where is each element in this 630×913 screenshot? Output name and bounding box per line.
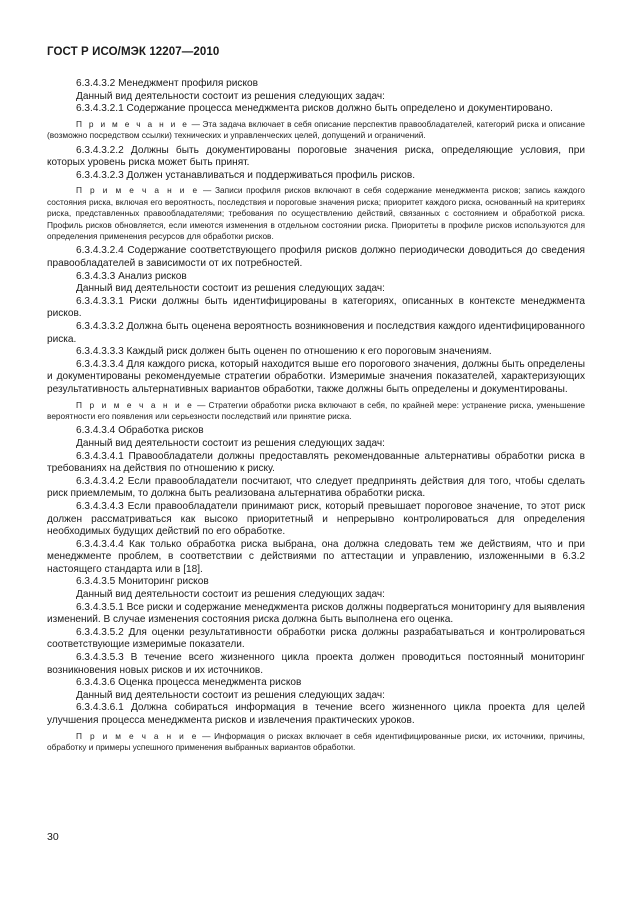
note-label: П р и м е ч а н и е (76, 185, 200, 196)
note-text: — Информация о рисках включает в себя идентифицированные риски, их источники, причины, обработку и примеры успешного применения выбранных вариантов обработки. (47, 730, 585, 752)
document-body (47, 78, 585, 756)
body-paragraph: Данный вид деятельности состоит из решения следующих задач: (76, 589, 385, 601)
body-paragraph: Данный вид деятельности состоит из решения следующих задач: (76, 283, 385, 295)
note-label: П р и м е ч а н и е (76, 399, 194, 410)
body-paragraph: 6.3.4.3.4 Обработка рисков (76, 425, 204, 437)
body-paragraph: 6.3.4.3.5.1 Все риски и содержание менеджмента рисков должны подвергаться мониторингу для выявления изменений. В случае изменения состояния риска должна быть выполнена его оценка. (47, 601, 585, 626)
body-paragraph: Данный вид деятельности состоит из решения следующих задач: (76, 689, 385, 701)
body-paragraph: 6.3.4.3.4.3 Если правообладатели принимают риск, который превышает пороговое значение, то этот риск должен рассматриваться как высоко приоритетный и непрерывно контролироваться для определения необходимых будущих действий по его обработке. (47, 500, 585, 538)
body-paragraph: 6.3.4.3.5.3 В течение всего жизненного цикла проекта должен проводиться постоянный мониторинг возникновения новых рисков и их источников. (47, 652, 585, 676)
body-paragraph: 6.3.4.3.6.1 Должна собираться информация в течение всего жизненного цикла проекта для целей улучшения процесса менеджмента рисков и извлечения практических уроков. (47, 702, 585, 726)
document-header: ГОСТ Р ИСО/МЭК 12207—2010 (47, 46, 220, 58)
note-label: П р и м е ч а н и е (76, 730, 199, 741)
page-number: 30 (47, 831, 59, 843)
note-paragraph (47, 731, 585, 754)
note-label: П р и м е ч а н и е (76, 118, 190, 129)
body-paragraph: 6.3.4.3.4.4 Как только обработка риска выбрана, она должна следовать тем же действиям, что и при менеджменте проблем, в соответствии с действиями по аттестации и управлению, изложенными в 6.3.2 настоящего стандарта или в [18]. (47, 538, 585, 575)
body-paragraph: 6.3.4.3.3.2 Должна быть оценена вероятность возникновения и последствия каждого идентифицированного риска. (47, 320, 585, 345)
body-paragraph: 6.3.4.3.3.4 Для каждого риска, который находится выше его порогового значения, должны быть определены и документированы рекомендуемые стратегии обработки. Измеримые значения показателей, характеризующих результативность альтернативных вариантов обработки, также должны быть определены и документированы. (47, 358, 585, 395)
body-paragraph: 6.3.4.3.2.1 Содержание процесса менеджмента рисков должно быть определено и документировано. (76, 103, 553, 115)
note-paragraph (47, 119, 585, 142)
body-paragraph: 6.3.4.3.3 Анализ рисков (76, 270, 187, 282)
body-paragraph: 6.3.4.3.5.2 Для оценки результативности обработки риска должны разрабатываться и контролироваться соответствующие измеримые показатели. (47, 626, 585, 651)
body-paragraph: 6.3.4.3.3.1 Риски должны быть идентифицированы в категориях, описанных в контексте менеджмента рисков. (47, 295, 585, 320)
note-text: — Эта задача включает в себя описание перспектив правообладателей, категорий риска и описание (возможно посредством ссылки) технических и управленческих целей, допущений и ограничений. (47, 118, 585, 141)
body-paragraph: 6.3.4.3.2.2 Должны быть документированы пороговые значения риска, определяющие условия, при которых уровень риска может быть принят. (47, 144, 585, 169)
note-paragraph (47, 400, 585, 423)
body-paragraph: Данный вид деятельности состоит из решения следующих задач: (76, 437, 385, 449)
body-paragraph: 6.3.4.3.2 Менеджмент профиля рисков (76, 78, 258, 89)
note-text: — Стратегии обработки риска включают в себя, по крайней мере: устранение риска, уменьшение вероятности его появления или серьезности последствий или принятие риска. (47, 399, 585, 421)
body-paragraph: 6.3.4.3.6 Оценка процесса менеджмента рисков (76, 677, 302, 689)
note-text: — Записи профиля рисков включают в себя содержание менеджмента рисков; запись каждого состояния риска, включая его вероятность, последствия и пороговые значения риска; приоритет каждого риска, основанный на критериях риска, представленных правообладателями; требования по осуществлению действий, связанных с состоянием и обработкой риска. Профиль рисков обновляется, если имеются изменения в отдельном состоянии риска. Приоритеты в профиле рисков используются для определения применения ресурсов для обработки рисков. (47, 185, 585, 241)
body-paragraph: 6.3.4.3.4.2 Если правообладатели посчитают, что следует предпринять действия для того, чтобы сделать риск приемлемым, то должна быть реализована альтернатива обработки риска. (47, 475, 585, 500)
body-paragraph: 6.3.4.3.4.1 Правообладатели должны предоставлять рекомендованные альтернативы обработки риска в требованиях на действия по отношению к риску. (47, 450, 585, 475)
body-paragraph: 6.3.4.3.2.3 Должен устанавливаться и поддерживаться профиль рисков. (76, 169, 416, 181)
note-paragraph (47, 185, 585, 242)
body-paragraph: 6.3.4.3.5 Мониторинг рисков (76, 576, 209, 588)
body-paragraph: 6.3.4.3.2.4 Содержание соответствующего профиля рисков должно периодически доводиться до сведения правообладателей в зависимости от их потребностей. (47, 245, 585, 269)
body-paragraph: Данный вид деятельности состоит из решения следующих задач: (76, 90, 385, 102)
body-paragraph: 6.3.4.3.3.3 Каждый риск должен быть оценен по отношению к его пороговым значениям. (76, 346, 492, 358)
